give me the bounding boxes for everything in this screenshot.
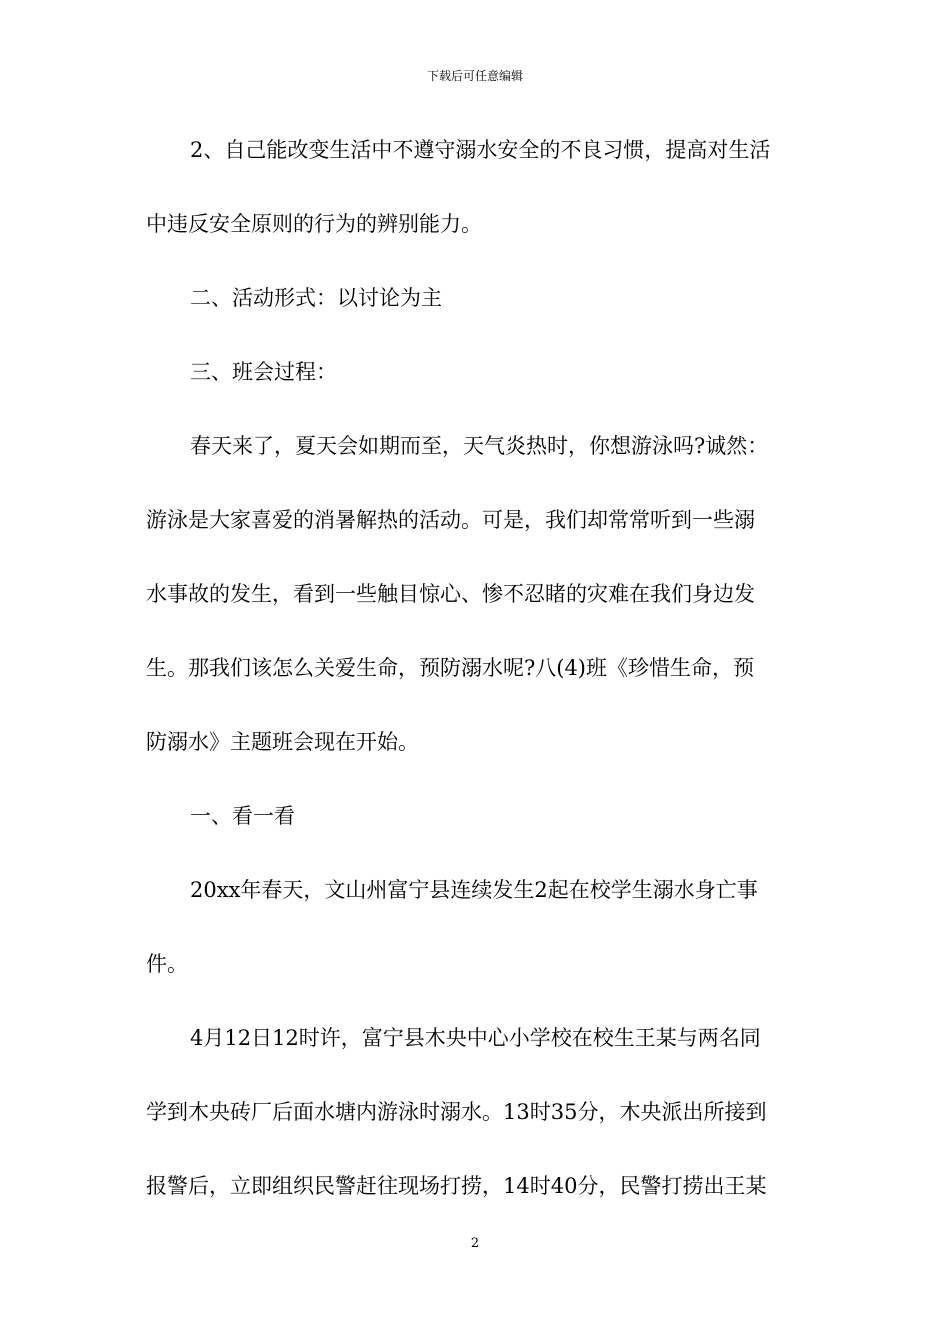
- paragraph-line: 20xx年春天，文山州富宁县连续发生2起在校学生溺水身亡事: [190, 878, 758, 902]
- paragraph-line: 春天来了，夏天会如期而至，天气炎热时，你想游泳吗?诚然：: [190, 434, 769, 458]
- paragraph-line: 件。: [146, 952, 188, 976]
- paragraph-line: 学到木央砖厂后面水塘内游泳时溺水。13时35分，木央派出所接到: [146, 1100, 767, 1124]
- paragraph-line: 防溺水》主题班会现在开始。: [146, 730, 419, 754]
- paragraph-line: 报警后，立即组织民警赶往现场打捞，14时40分，民警打捞出王某: [146, 1174, 767, 1198]
- document-body: [146, 132, 810, 1242]
- paragraph-line: 生。那我们该怎么关爱生命，预防溺水呢?八(4)班《珍惜生命，预: [146, 656, 755, 680]
- page-number: 2: [470, 1236, 480, 1251]
- paragraph-line: 4月12日12时许，富宁县木央中心小学校在校生王某与两名同: [190, 1026, 761, 1050]
- paragraph-line: 水事故的发生，看到一些触目惊心、惨不忍睹的灾难在我们身边发: [146, 582, 755, 606]
- section-heading: 一、看一看: [190, 804, 295, 828]
- section-heading: 二、活动形式：以讨论为主: [190, 286, 442, 310]
- paragraph-line: 游泳是大家喜爱的消暑解热的活动。可是，我们却常常听到一些溺: [146, 508, 755, 532]
- page-header: 下载后可任意编辑: [426, 69, 523, 83]
- paragraph-line: 2、自己能改变生活中不遵守溺水安全的不良习惯，提高对生活: [190, 138, 771, 162]
- section-heading: 三、班会过程：: [190, 360, 337, 384]
- paragraph-line: 中违反安全原则的行为的辨别能力。: [146, 212, 482, 236]
